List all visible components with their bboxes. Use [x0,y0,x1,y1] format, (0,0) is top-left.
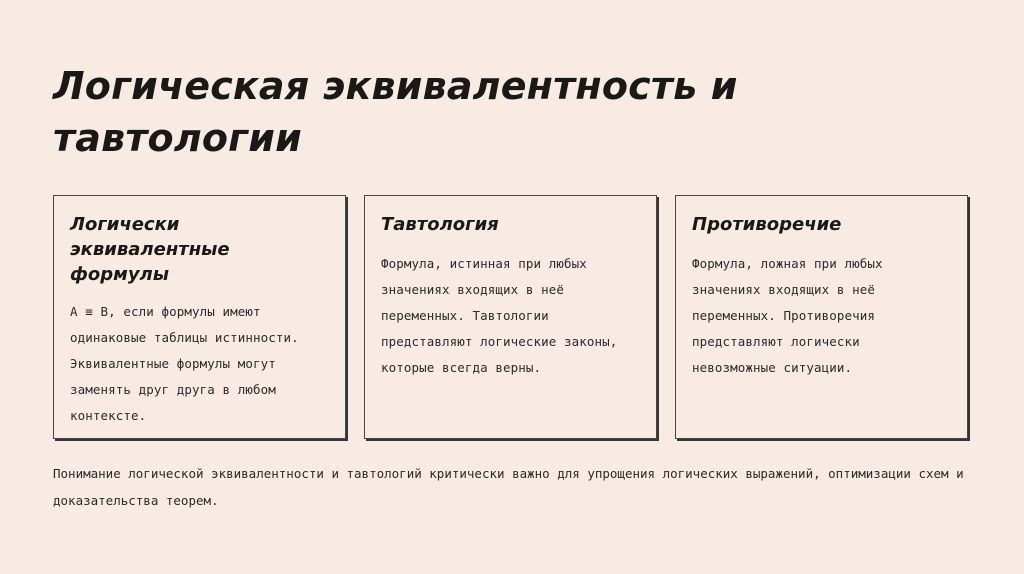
summary-text: Понимание логической эквивалентности и тавтологий критически важно для упрощения логических выражений, оптимизации схем и доказательства теорем. [53,466,964,508]
card-text: Формула, ложная при любых значениях входящих в неё переменных. Противоречия представляют логически невозможные ситуации. [692,256,883,375]
card-equivalent-formulas [53,195,346,439]
card-title: Тавтология [381,214,499,235]
card-title: Противоречие [692,214,842,235]
card-text: A ≡ B, если формулы имеют одинаковые таблицы истинности. Эквивалентные формулы могут заменять друг друга в любом контексте. [70,304,299,423]
card-title: Логически эквивалентные формулы [70,214,230,285]
card-contradiction [675,195,968,439]
card-text: Формула, истинная при любых значениях входящих в неё переменных. Тавтологии представляют логические законы, которые всегда верны. [381,256,618,375]
card-tautology [364,195,657,439]
slide-title: Логическая эквивалентность и тавтологии [53,64,738,160]
